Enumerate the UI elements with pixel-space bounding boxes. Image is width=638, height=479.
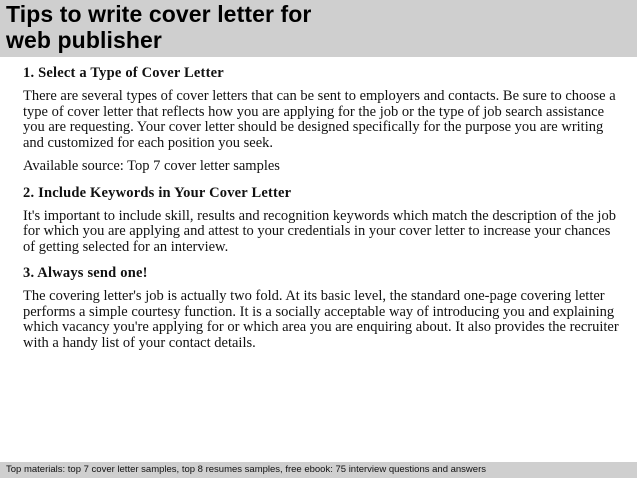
footer-materials-text: Top materials: top 7 cover letter samples, top 8 resumes samples, free ebook: 75 interview questions and answers: [6, 464, 486, 475]
slide-header: [0, 0, 637, 57]
section-heading-keywords: 2. Include Keywords in Your Cover Letter: [23, 184, 292, 201]
page-title-line-1: Tips to write cover letter for: [6, 1, 312, 27]
paragraph-keywords: It's important to include skill, results and recognition keywords which match the description of the job for which you are applying and attest to your credentials in your cover letter to increase your chances of getting selected for an interview.: [23, 207, 616, 255]
paragraph-cover-letter-types: There are several types of cover letters that can be sent to employers and contacts. Be sure to choose a type of cover letter that reflects how you are applying for the job or the type of job search assistance you are requesting. Your cover letter should be designed specifically for the purpose you are writing and customized for each position you seek.: [23, 88, 616, 151]
page-title-line-2: web publisher: [6, 27, 162, 53]
page-title: [6, 1, 311, 53]
slide-body: [23, 63, 623, 351]
section-heading-select-type: 1. Select a Type of Cover Letter: [23, 65, 224, 81]
section-heading-always-send: 3. Always send one!: [23, 265, 148, 281]
slide-footer: [0, 462, 637, 478]
paragraph-always-send: The covering letter's job is actually two fold. At its basic level, the standard one-page covering letter performs a simple courtesy function. It is a socially acceptable way of introducing you and explaining which vacancy you're applying for or which area you are enquiring about. It also provides the recruiter with a handy list of your contact details.: [23, 288, 619, 351]
paragraph-available-source: Available source: Top 7 cover letter samples: [23, 158, 280, 174]
